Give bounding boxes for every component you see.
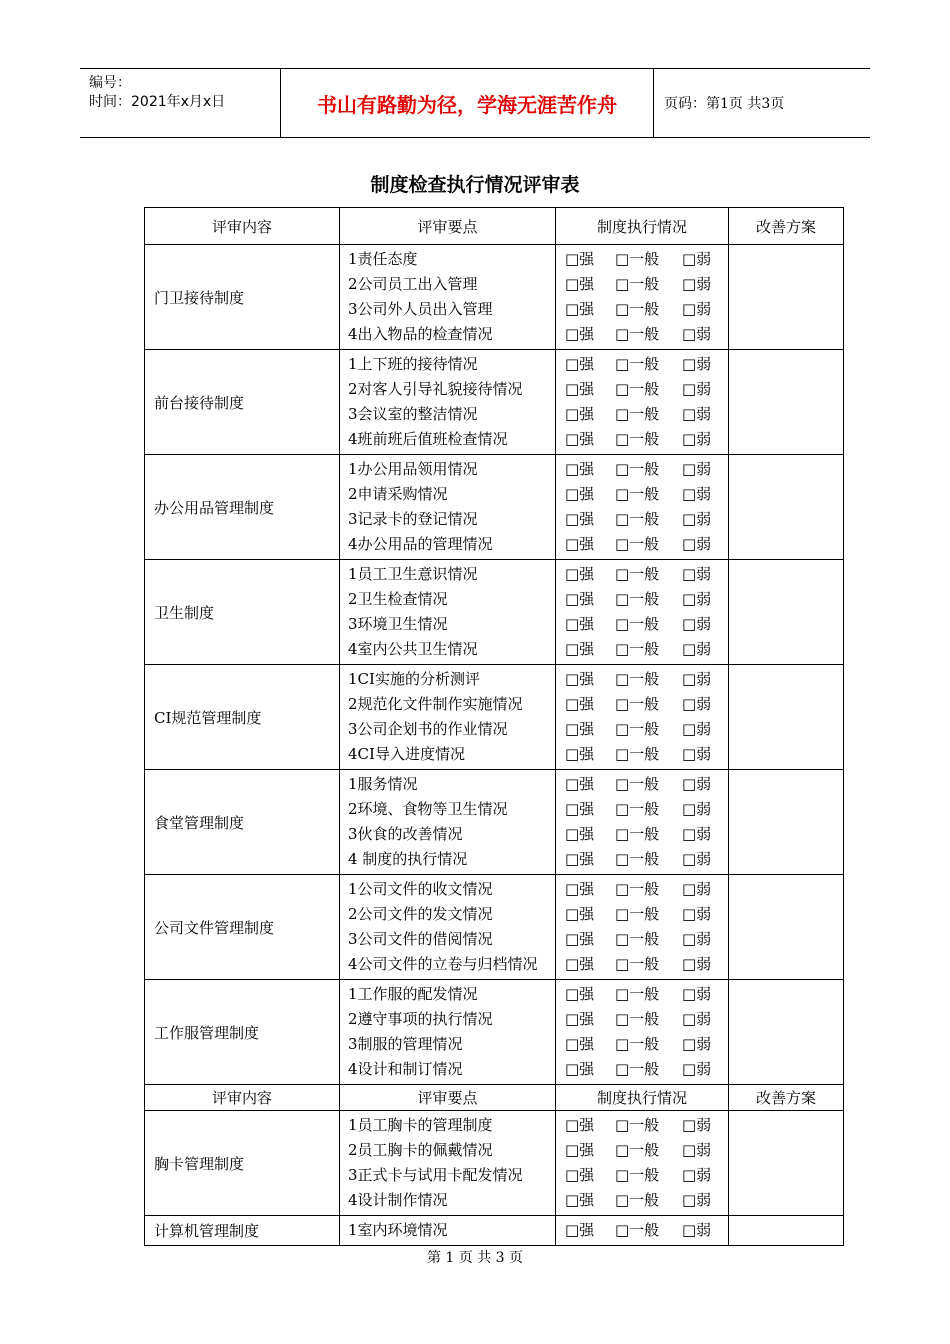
rating-weak-checkbox[interactable]: □弱 <box>682 985 712 1003</box>
rating-strong-checkbox[interactable]: □强 <box>565 1141 595 1159</box>
rating-average-checkbox[interactable]: □一般 <box>615 850 660 868</box>
rating-options <box>565 982 728 1007</box>
review-point: 4设计制作情况 <box>348 1191 448 1209</box>
column-header-improvement: 改善方案 <box>729 208 844 245</box>
execution-rating <box>556 770 729 875</box>
review-point: 3记录卡的登记情况 <box>348 510 478 528</box>
rating-average-checkbox[interactable]: □一般 <box>615 325 660 343</box>
review-point: 1公司文件的收文情况 <box>348 880 493 898</box>
review-table <box>144 207 844 1246</box>
rating-average-checkbox[interactable]: □一般 <box>615 1191 660 1209</box>
table-header-row <box>145 1085 844 1111</box>
rating-average-checkbox[interactable]: □一般 <box>615 535 660 553</box>
rating-average-checkbox[interactable]: □一般 <box>615 905 660 923</box>
rating-strong-checkbox[interactable]: □强 <box>565 405 595 423</box>
rating-average-checkbox[interactable]: □一般 <box>615 775 660 793</box>
rating-average-checkbox[interactable]: □一般 <box>615 405 660 423</box>
review-points <box>340 1216 556 1246</box>
section-name: 计算机管理制度 <box>145 1216 340 1246</box>
rating-options <box>565 1007 728 1032</box>
rating-average-checkbox[interactable]: □一般 <box>615 800 660 818</box>
rating-weak-checkbox[interactable]: □弱 <box>682 695 712 713</box>
rating-strong-checkbox[interactable]: □强 <box>565 850 595 868</box>
rating-options <box>565 902 728 927</box>
rating-options <box>565 1032 728 1057</box>
rating-strong-checkbox[interactable]: □强 <box>565 670 595 688</box>
rating-average-checkbox[interactable]: □一般 <box>615 590 660 608</box>
rating-options <box>565 717 728 742</box>
rating-average-checkbox[interactable]: □一般 <box>615 640 660 658</box>
rating-strong-checkbox[interactable]: □强 <box>565 510 595 528</box>
rating-strong-checkbox[interactable]: □强 <box>565 1035 595 1053</box>
review-point: 2卫生检查情况 <box>348 590 448 608</box>
rating-strong-checkbox[interactable]: □强 <box>565 745 595 763</box>
review-points <box>340 1111 556 1216</box>
rating-strong-checkbox[interactable]: □强 <box>565 880 595 898</box>
rating-strong-checkbox[interactable]: □强 <box>565 695 595 713</box>
document-header <box>80 68 870 138</box>
rating-weak-checkbox[interactable]: □弱 <box>682 590 712 608</box>
rating-average-checkbox[interactable]: □一般 <box>615 1141 660 1159</box>
rating-weak-checkbox[interactable]: □弱 <box>682 1116 712 1134</box>
section-name: 前台接待制度 <box>145 350 340 455</box>
rating-average-checkbox[interactable]: □一般 <box>615 825 660 843</box>
review-point: 3公司企划书的作业情况 <box>348 720 508 738</box>
review-points <box>340 665 556 770</box>
rating-average-checkbox[interactable]: □一般 <box>615 380 660 398</box>
review-points <box>340 770 556 875</box>
improvement-cell[interactable] <box>729 350 844 455</box>
rating-weak-checkbox[interactable]: □弱 <box>682 1166 712 1184</box>
review-point: 4CI导入进度情况 <box>348 745 465 763</box>
rating-options <box>565 352 728 377</box>
rating-weak-checkbox[interactable]: □弱 <box>682 720 712 738</box>
rating-average-checkbox[interactable]: □一般 <box>615 565 660 583</box>
rating-strong-checkbox[interactable]: □强 <box>565 355 595 373</box>
rating-options <box>565 667 728 692</box>
review-points <box>340 980 556 1085</box>
rating-weak-checkbox[interactable]: □弱 <box>682 825 712 843</box>
rating-strong-checkbox[interactable]: □强 <box>565 1010 595 1028</box>
rating-average-checkbox[interactable]: □一般 <box>615 485 660 503</box>
rating-average-checkbox[interactable]: □一般 <box>615 955 660 973</box>
rating-weak-checkbox[interactable]: □弱 <box>682 880 712 898</box>
execution-rating <box>556 245 729 350</box>
column-header-execution: 制度执行情况 <box>556 208 729 245</box>
rating-strong-checkbox[interactable]: □强 <box>565 720 595 738</box>
section-name: 食堂管理制度 <box>145 770 340 875</box>
rating-weak-checkbox[interactable]: □弱 <box>682 1060 712 1078</box>
review-point: 1责任态度 <box>348 250 418 268</box>
rating-weak-checkbox[interactable]: □弱 <box>682 640 712 658</box>
column-header-execution: 制度执行情况 <box>556 1085 729 1111</box>
rating-options <box>565 457 728 482</box>
rating-weak-checkbox[interactable]: □弱 <box>682 300 712 318</box>
section-name: 办公用品管理制度 <box>145 455 340 560</box>
review-point: 1员工卫生意识情况 <box>348 565 478 583</box>
rating-weak-checkbox[interactable]: □弱 <box>682 380 712 398</box>
rating-options <box>565 847 728 872</box>
rating-average-checkbox[interactable]: □一般 <box>615 670 660 688</box>
rating-strong-checkbox[interactable]: □强 <box>565 275 595 293</box>
rating-strong-checkbox[interactable]: □强 <box>565 380 595 398</box>
review-point: 1服务情况 <box>348 775 418 793</box>
rating-options <box>565 402 728 427</box>
rating-options <box>565 482 728 507</box>
column-header-points: 评审要点 <box>340 1085 556 1111</box>
rating-average-checkbox[interactable]: □一般 <box>615 695 660 713</box>
column-header-content: 评审内容 <box>145 208 340 245</box>
rating-weak-checkbox[interactable]: □弱 <box>682 1221 712 1239</box>
review-points <box>340 350 556 455</box>
rating-strong-checkbox[interactable]: □强 <box>565 1116 595 1134</box>
rating-strong-checkbox[interactable]: □强 <box>565 955 595 973</box>
rating-options <box>565 247 728 272</box>
rating-weak-checkbox[interactable]: □弱 <box>682 745 712 763</box>
review-points <box>340 560 556 665</box>
serial-label: 编号： <box>89 75 131 91</box>
section-name: 公司文件管理制度 <box>145 875 340 980</box>
execution-rating <box>556 350 729 455</box>
execution-rating <box>556 875 729 980</box>
rating-weak-checkbox[interactable]: □弱 <box>682 565 712 583</box>
rating-options <box>565 377 728 402</box>
rating-average-checkbox[interactable]: □一般 <box>615 275 660 293</box>
review-point: 1室内环境情况 <box>348 1221 448 1239</box>
rating-strong-checkbox[interactable]: □强 <box>565 800 595 818</box>
column-header-content: 评审内容 <box>145 1085 340 1111</box>
rating-strong-checkbox[interactable]: □强 <box>565 825 595 843</box>
rating-strong-checkbox[interactable]: □强 <box>565 565 595 583</box>
rating-options <box>565 927 728 952</box>
rating-options <box>565 952 728 977</box>
review-point: 2公司文件的发文情况 <box>348 905 493 923</box>
rating-average-checkbox[interactable]: □一般 <box>615 460 660 478</box>
rating-average-checkbox[interactable]: □一般 <box>615 880 660 898</box>
table-row <box>145 665 844 770</box>
review-point: 4办公用品的管理情况 <box>348 535 493 553</box>
review-point: 3会议室的整洁情况 <box>348 405 478 423</box>
review-point: 2环境、食物等卫生情况 <box>348 800 508 818</box>
improvement-cell[interactable] <box>729 980 844 1085</box>
improvement-cell[interactable] <box>729 560 844 665</box>
rating-weak-checkbox[interactable]: □弱 <box>682 405 712 423</box>
improvement-cell[interactable] <box>729 1216 844 1246</box>
rating-average-checkbox[interactable]: □一般 <box>615 985 660 1003</box>
header-page-info: 页码：第1页 共3页 <box>664 96 785 112</box>
table-row <box>145 455 844 560</box>
rating-strong-checkbox[interactable]: □强 <box>565 485 595 503</box>
table-row <box>145 560 844 665</box>
rating-average-checkbox[interactable]: □一般 <box>615 1221 660 1239</box>
rating-strong-checkbox[interactable]: □强 <box>565 640 595 658</box>
rating-strong-checkbox[interactable]: □强 <box>565 905 595 923</box>
improvement-cell[interactable] <box>729 455 844 560</box>
execution-rating <box>556 1216 729 1246</box>
rating-options <box>565 637 728 662</box>
time-label: 时间：2021年x月x日 <box>89 94 226 110</box>
rating-options <box>565 1218 728 1243</box>
rating-strong-checkbox[interactable]: □强 <box>565 1166 595 1184</box>
rating-options <box>565 322 728 347</box>
rating-options <box>565 877 728 902</box>
execution-rating <box>556 980 729 1085</box>
review-points <box>340 455 556 560</box>
review-point: 3公司外人员出入管理 <box>348 300 493 318</box>
rating-weak-checkbox[interactable]: □弱 <box>682 615 712 633</box>
column-header-improvement: 改善方案 <box>729 1085 844 1111</box>
improvement-cell[interactable] <box>729 665 844 770</box>
rating-average-checkbox[interactable]: □一般 <box>615 1010 660 1028</box>
rating-weak-checkbox[interactable]: □弱 <box>682 905 712 923</box>
rating-weak-checkbox[interactable]: □弱 <box>682 670 712 688</box>
rating-weak-checkbox[interactable]: □弱 <box>682 1141 712 1159</box>
review-points <box>340 875 556 980</box>
review-point: 1CI实施的分析测评 <box>348 670 480 688</box>
rating-options <box>565 1188 728 1213</box>
rating-strong-checkbox[interactable]: □强 <box>565 1221 595 1239</box>
rating-weak-checkbox[interactable]: □弱 <box>682 275 712 293</box>
rating-strong-checkbox[interactable]: □强 <box>565 300 595 318</box>
rating-options <box>565 797 728 822</box>
execution-rating <box>556 1111 729 1216</box>
rating-weak-checkbox[interactable]: □弱 <box>682 325 712 343</box>
review-point: 4室内公共卫生情况 <box>348 640 478 658</box>
table-row <box>145 245 844 350</box>
section-name: 胸卡管理制度 <box>145 1111 340 1216</box>
table-row <box>145 980 844 1085</box>
rating-options <box>565 297 728 322</box>
review-point: 3环境卫生情况 <box>348 615 448 633</box>
section-name: 卫生制度 <box>145 560 340 665</box>
header-motto: 书山有路勤为径，学海无涯苦作舟 <box>281 69 654 137</box>
review-point: 4出入物品的检查情况 <box>348 325 493 343</box>
review-point: 1工作服的配发情况 <box>348 985 478 1003</box>
rating-options <box>565 587 728 612</box>
rating-average-checkbox[interactable]: □一般 <box>615 1035 660 1053</box>
rating-strong-checkbox[interactable]: □强 <box>565 930 595 948</box>
rating-average-checkbox[interactable]: □一般 <box>615 1166 660 1184</box>
rating-strong-checkbox[interactable]: □强 <box>565 985 595 1003</box>
improvement-cell[interactable] <box>729 245 844 350</box>
table-row <box>145 1216 844 1246</box>
rating-options <box>565 272 728 297</box>
rating-average-checkbox[interactable]: □一般 <box>615 355 660 373</box>
review-point: 3正式卡与试用卡配发情况 <box>348 1166 523 1184</box>
rating-weak-checkbox[interactable]: □弱 <box>682 250 712 268</box>
rating-weak-checkbox[interactable]: □弱 <box>682 485 712 503</box>
rating-strong-checkbox[interactable]: □强 <box>565 590 595 608</box>
review-point: 2规范化文件制作实施情况 <box>348 695 523 713</box>
rating-options <box>565 562 728 587</box>
improvement-cell[interactable] <box>729 770 844 875</box>
rating-weak-checkbox[interactable]: □弱 <box>682 775 712 793</box>
review-point: 3制服的管理情况 <box>348 1035 463 1053</box>
rating-strong-checkbox[interactable]: □强 <box>565 325 595 343</box>
rating-strong-checkbox[interactable]: □强 <box>565 615 595 633</box>
review-point: 1上下班的接待情况 <box>348 355 478 373</box>
rating-options <box>565 1113 728 1138</box>
rating-strong-checkbox[interactable]: □强 <box>565 775 595 793</box>
rating-strong-checkbox[interactable]: □强 <box>565 1060 595 1078</box>
execution-rating <box>556 560 729 665</box>
review-point: 1办公用品领用情况 <box>348 460 478 478</box>
section-name: 门卫接待制度 <box>145 245 340 350</box>
rating-weak-checkbox[interactable]: □弱 <box>682 460 712 478</box>
rating-average-checkbox[interactable]: □一般 <box>615 615 660 633</box>
execution-rating <box>556 455 729 560</box>
rating-average-checkbox[interactable]: □一般 <box>615 745 660 763</box>
review-point: 2遵守事项的执行情况 <box>348 1010 493 1028</box>
rating-options <box>565 1138 728 1163</box>
rating-options <box>565 532 728 557</box>
review-point: 2员工胸卡的佩戴情况 <box>348 1141 493 1159</box>
rating-weak-checkbox[interactable]: □弱 <box>682 1035 712 1053</box>
rating-average-checkbox[interactable]: □一般 <box>615 250 660 268</box>
review-point: 1员工胸卡的管理制度 <box>348 1116 493 1134</box>
rating-strong-checkbox[interactable]: □强 <box>565 250 595 268</box>
rating-weak-checkbox[interactable]: □弱 <box>682 800 712 818</box>
rating-average-checkbox[interactable]: □一般 <box>615 1060 660 1078</box>
rating-strong-checkbox[interactable]: □强 <box>565 460 595 478</box>
rating-weak-checkbox[interactable]: □弱 <box>682 430 712 448</box>
rating-strong-checkbox[interactable]: □强 <box>565 430 595 448</box>
header-meta <box>80 69 281 137</box>
rating-average-checkbox[interactable]: □一般 <box>615 720 660 738</box>
rating-options <box>565 692 728 717</box>
review-points <box>340 245 556 350</box>
review-point: 2对客人引导礼貌接待情况 <box>348 380 523 398</box>
rating-options <box>565 612 728 637</box>
rating-average-checkbox[interactable]: □一般 <box>615 300 660 318</box>
improvement-cell[interactable] <box>729 875 844 980</box>
rating-options <box>565 1057 728 1082</box>
rating-weak-checkbox[interactable]: □弱 <box>682 535 712 553</box>
rating-average-checkbox[interactable]: □一般 <box>615 930 660 948</box>
section-name: 工作服管理制度 <box>145 980 340 1085</box>
column-header-points: 评审要点 <box>340 208 556 245</box>
rating-options <box>565 1163 728 1188</box>
review-point: 2申请采购情况 <box>348 485 448 503</box>
review-point: 4公司文件的立卷与归档情况 <box>348 955 538 973</box>
table-header-row <box>145 208 844 245</box>
table-row <box>145 875 844 980</box>
rating-options <box>565 507 728 532</box>
review-point: 3伙食的改善情况 <box>348 825 463 843</box>
rating-strong-checkbox[interactable]: □强 <box>565 535 595 553</box>
review-point: 4班前班后值班检查情况 <box>348 430 508 448</box>
table-row <box>145 770 844 875</box>
review-point: 3公司文件的借阅情况 <box>348 930 493 948</box>
rating-average-checkbox[interactable]: □一般 <box>615 430 660 448</box>
page-footer: 第 1 页 共 3 页 <box>426 1250 524 1266</box>
review-point: 4 制度的执行情况 <box>348 850 468 868</box>
rating-options <box>565 742 728 767</box>
section-name: CI规范管理制度 <box>145 665 340 770</box>
rating-weak-checkbox[interactable]: □弱 <box>682 1191 712 1209</box>
rating-strong-checkbox[interactable]: □强 <box>565 1191 595 1209</box>
rating-options <box>565 822 728 847</box>
rating-options <box>565 427 728 452</box>
rating-average-checkbox[interactable]: □一般 <box>615 1116 660 1134</box>
page-title: 制度检查执行情况评审表 <box>370 174 580 196</box>
rating-weak-checkbox[interactable]: □弱 <box>682 955 712 973</box>
execution-rating <box>556 665 729 770</box>
rating-weak-checkbox[interactable]: □弱 <box>682 1010 712 1028</box>
rating-weak-checkbox[interactable]: □弱 <box>682 510 712 528</box>
review-point: 4设计和制订情况 <box>348 1060 463 1078</box>
table-row <box>145 1111 844 1216</box>
table-row <box>145 350 844 455</box>
rating-options <box>565 772 728 797</box>
improvement-cell[interactable] <box>729 1111 844 1216</box>
rating-weak-checkbox[interactable]: □弱 <box>682 930 712 948</box>
rating-average-checkbox[interactable]: □一般 <box>615 510 660 528</box>
rating-weak-checkbox[interactable]: □弱 <box>682 850 712 868</box>
review-point: 2公司员工出入管理 <box>348 275 478 293</box>
rating-weak-checkbox[interactable]: □弱 <box>682 355 712 373</box>
